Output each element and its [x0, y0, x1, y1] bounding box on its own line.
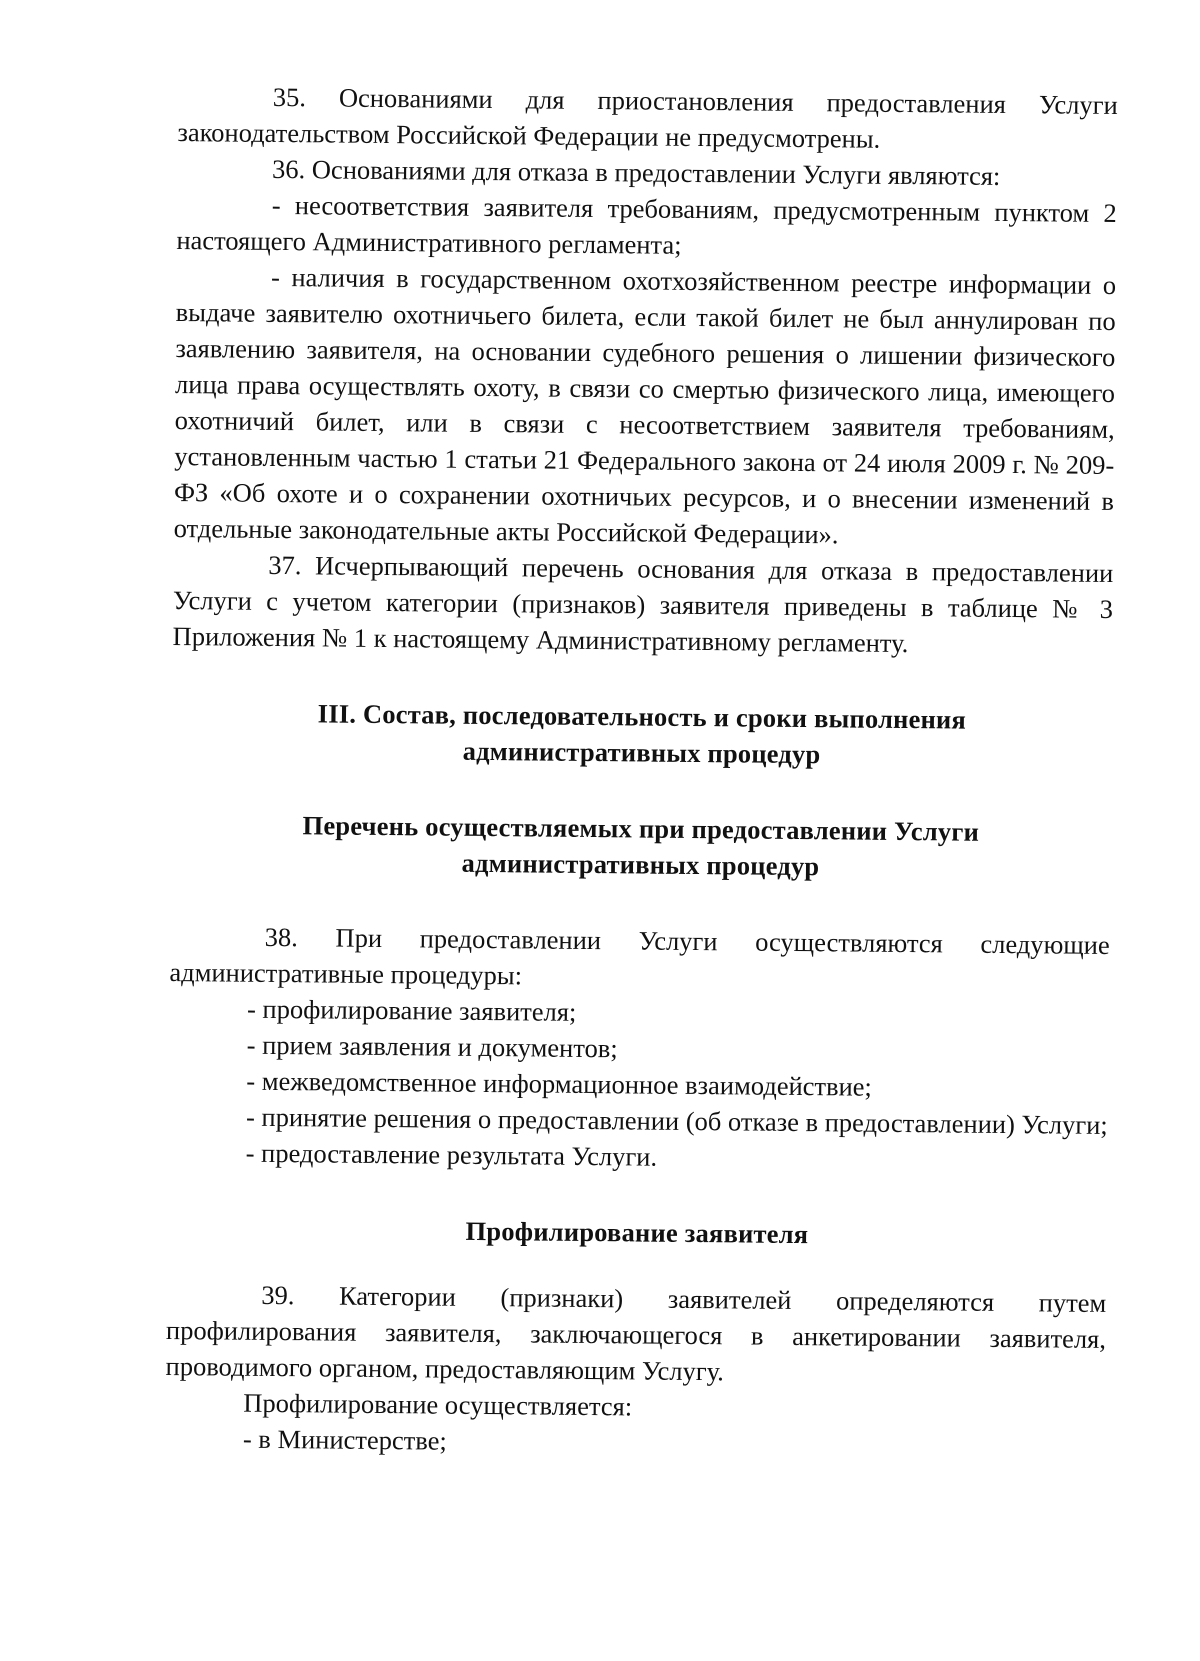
- paragraph-38: 38. При предоставлении Услуги осуществляются следующие административные процедуры:: [169, 921, 1110, 991]
- paragraph-36-item-2: - наличия в государственном охотхозяйственном реестре информации о выдаче заявителю охотничьего билета, если такой билет не был аннулирован по заявлению заявителя, на основании судебного решения о лишении физического лица права осуществлять охоту, в связи со смертью физического лица, имеющего охотничий билет, или в связи с несоответствием заявителя требованиям, установленным частью 1 статьи 21 Федерального закона от 24 июля 2009 г. № 209-ФЗ «Об охоте и о сохранении охотничьих ресурсов, и о внесении изменений в отдельные законодательные акты Российской Федерации».: [173, 261, 1117, 550]
- profiling-text: Профилирование осуществляется:: [243, 1387, 633, 1422]
- paragraph-35: 35. Основаниями для приостановления предоставления Услуги законодательством Российской Федерации не предусмотрены.: [177, 81, 1118, 154]
- procedure-item: - профилирование заявителя;: [246, 993, 577, 1027]
- paragraph-39: 39. Категории (признаки) заявителей определяются путем профилирования заявителя, заключающегося в анкетировании заявителя, проводимого органом, предоставляющим Услугу.: [165, 1279, 1107, 1387]
- procedures-heading-line-2: административных процедур: [461, 847, 820, 882]
- procedure-item: - межведомственное информационное взаимодействие;: [246, 1065, 873, 1102]
- profiling-item: - в Министерстве;: [242, 1423, 447, 1456]
- paragraph-36-item-1: - несоответствия заявителя требованиям, предусмотренным пунктом 2 настоящего Административного регламента;: [176, 189, 1117, 260]
- profiling-heading: Профилирование заявителя: [465, 1215, 809, 1250]
- procedures-heading-line-1: Перечень осуществляемых при предоставлении Услуги: [302, 810, 980, 847]
- document-body: [165, 78, 1118, 1465]
- section-3-heading-line-2: административных процедур: [462, 735, 821, 770]
- section-3-heading-line-1: III. Состав, последовательность и сроки выполнения: [317, 698, 967, 735]
- paragraph-37: 37. Исчерпывающий перечень основания для отказа в предоставлении Услуги с учетом категории (признаков) заявителя приведены в таблице № 3 Приложения № 1 к настоящему Административному регламенту.: [172, 549, 1114, 659]
- procedure-item: - принятие решения о предоставлении (об отказе в предоставлении) Услуги;: [245, 1101, 1108, 1140]
- paragraph-36: 36. Основаниями для отказа в предоставлении Услуги являются:: [271, 153, 1001, 191]
- procedure-item: - прием заявления и документов;: [246, 1029, 618, 1064]
- procedure-item: - предоставление результата Услуги.: [245, 1137, 658, 1172]
